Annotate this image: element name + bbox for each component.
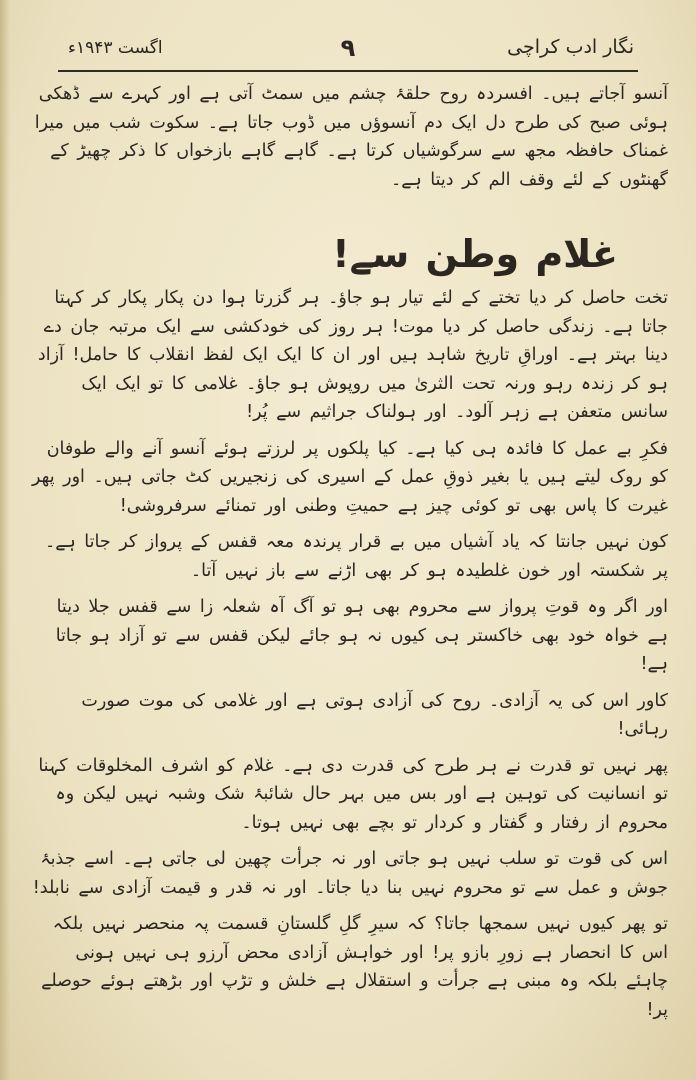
article-body: [28, 80, 668, 1024]
publication-title: نگار ادب کراچی: [507, 36, 634, 58]
paragraph: کون نہیں جانتا کہ یاد آشیاں میں بے قرار پرندہ معہ قفس کے پرواز کر جاتا ہے۔ پر شکستہ اور خون غلطیدہ ہو کر بھی اڑنے سے باز نہیں آتا۔: [44, 532, 668, 581]
article-heading: غلام وطن سے!: [332, 232, 618, 276]
paragraph: کاور اس کی یہ آزادی۔ روح کی آزادی ہوتی ہے اور غلامی کی موت صورت رہائی!: [81, 690, 668, 739]
header-rule: [58, 70, 638, 72]
paragraph: پھر نہیں تو قدرت نے ہر طرح کی قدرت دی ہے۔ غلام کو اشرف المخلوقات کہنا تو انسانیت کی توہین ہے اور بس میں بہر حال شائبۂ شک وشبہ نہیں لیکن وہ محروم از رفتار و گفتار و کردار تو بچے بھی نہیں ہوتا۔: [38, 755, 668, 833]
paragraph: اور اگر وہ قوتِ پرواز سے محروم بھی ہو تو آگ آہ شعلہ زا سے قفس جلا دیتا ہے خواہ خود بھی خاکستر ہی کیوں نہ ہو جائے لیکن قفس سے تو آزاد ہو جاتا ہے!: [55, 597, 668, 674]
paragraph: اس کی قوت تو سلب نہیں ہو جاتی اور نہ جرأت چھین لی جاتی ہے۔ اسے جذبۂ جوش و عمل سے تو محروم نہیں بنا دیا جاتا۔ اور نہ قدر و قیمت آزادی سے نابلد!: [32, 849, 668, 898]
page-edge-stain: [0, 0, 10, 1080]
intro-paragraph: آنسو آجاتے ہیں۔ افسردہ روح حلقۂ چشم میں سمٹ آتی ہے اور کہرے سے ڈھکی ہوئی صبح کی طرح دل ایک دم آنسوؤں میں ڈوب جاتا ہے۔ سکوت شب میں میرا غمناک حافظہ مجھ سے سرگوشیاں کرتا ہے۔ گاہے گاہے بازخواں کا ذکر چھیڑ کے گھنٹوں کے لئے وقف الم کر دیتا ہے۔: [34, 84, 668, 190]
issue-date: اگست ۱۹۴۳ء: [68, 38, 163, 58]
page-number: ۹: [340, 34, 356, 62]
paragraph: تو پھر کیوں نہیں سمجھا جاتا؟ کہ سیرِ گلِ گلستانِ قسمت پہ منحصر نہیں بلکہ اس کا انحصار ہے زورِ بازو پر! اور خواہش آزادی محض آرزو ہی نہیں ہونی چاہئے بلکہ وہ مبنی ہے جرأت و استقلال ہے خلش و تڑپ اور بڑھتے ہوئے حوصلے پر!: [41, 914, 668, 1020]
paragraph: تخت حاصل کر دیا تختے کے لئے تیار ہو جاؤ۔ ہر گزرتا ہوا دن پکار پکار کر کہتا جاتا ہے۔ زندگی حاصل کر دیا موت! ہر روز کی خودکشی سے ایک مرتبہ جان دے دینا بہتر ہے۔ اوراقِ تاریخ شاہد ہیں اور ان کا ایک ایک لفظ انقلاب کا حامل! آزاد ہو کر زندہ رہو ورنہ تحت الثریٰ میں روپوش ہو جاؤ۔ غلامی کا تو ایک ایک سانس متعفن ہے زہر آلود۔ اور ہولناک جراثیم سے پُر!: [37, 288, 668, 422]
page-header: [28, 0, 668, 74]
paragraph: فکرِ بے عمل کا فائدہ ہی کیا ہے۔ کیا پلکوں پر لرزتے ہوئے آنسو آنے والے طوفان کو روک لیتے ہیں یا بغیر ذوقِ عمل کے اسیری کی زنجیریں کٹ جاتی ہیں۔ اور پھر غیرت کا پاس بھی تو کوئی چیز ہے حمیتِ وطنی اور تمنائے سرفروشی!: [31, 438, 668, 516]
